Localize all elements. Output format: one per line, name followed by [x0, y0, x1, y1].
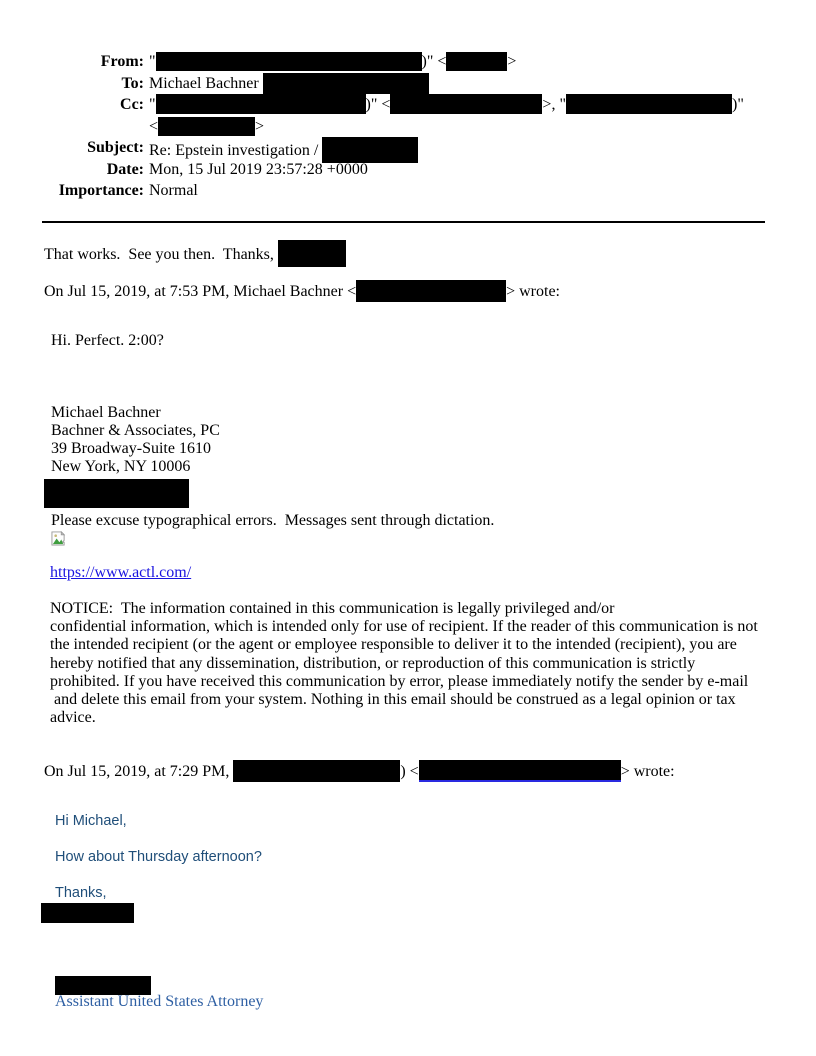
importance-label: Importance: [58, 182, 144, 199]
legal-notice-line: prohibited. If you have received this communication by error, please immediately notify the sender by e-mail [50, 672, 749, 690]
cc-label: Cc: [120, 96, 144, 113]
date-label: Date: [106, 160, 144, 178]
redaction-quote2-name [233, 760, 400, 782]
legal-notice [50, 600, 758, 727]
cc-mid-text-2: >, " [542, 96, 566, 113]
quote2-post-text: > wrote: [620, 763, 675, 780]
footer-role-title: Assistant United States Attorney [55, 993, 264, 1010]
redaction-quote2-email [419, 760, 621, 782]
quote1-post-text: > wrote: [506, 283, 560, 300]
from-value [149, 51, 516, 73]
quote1-pre-text: On Jul 15, 2019, at 7:53 PM, Michael Bachner < [44, 283, 357, 300]
redaction-quote1-email [356, 280, 506, 302]
redaction-from-email [446, 52, 507, 71]
legal-notice-line: confidential information, which is intended only for use of recipient. If the reader of this communication is not [50, 618, 758, 636]
quote2-mid-text: ) < [400, 763, 419, 780]
reply-paragraph-text: That works. See you then. Thanks, [44, 246, 278, 263]
email-header [40, 51, 786, 202]
broken-image-icon [51, 531, 66, 546]
cc-line2-close-bracket: > [255, 117, 265, 135]
header-row-cc [40, 94, 786, 137]
date-value [149, 159, 368, 181]
redaction-cc-name-2 [566, 94, 732, 114]
subject-label: Subject: [87, 139, 144, 156]
header-row-importance [40, 180, 786, 202]
reply-question: How about Thursday afternoon? [55, 849, 262, 865]
from-open-quote: " [149, 53, 156, 70]
cc-mid-text-1: )" < [365, 96, 391, 113]
quote-attribution-1 [44, 280, 560, 303]
cc-close-quote: )" [731, 96, 744, 113]
header-separator-line [42, 221, 765, 223]
signature-address-line1: 39 Broadway-Suite 1610 [51, 440, 211, 457]
signature-name: Michael Bachner [51, 404, 161, 421]
importance-value [149, 180, 198, 202]
redaction-cc-name-1 [156, 94, 366, 114]
to-name-text: Michael Bachner [149, 74, 263, 92]
header-row-subject [40, 137, 786, 159]
header-row-to [40, 73, 786, 95]
legal-notice-line: and delete this email from your system. Nothing in this email should be construed as a legal opinion or tax [50, 691, 736, 709]
reply-greeting: Hi Michael, [55, 813, 127, 829]
redaction-signature-contact [44, 479, 189, 508]
header-row-from [40, 51, 786, 73]
dictation-note-text: Please excuse typographical errors. Messages sent through dictation. [51, 512, 495, 529]
legal-notice-line: hereby notified that any dissemination, distribution, or reproduction of this communication is strictly [50, 654, 696, 672]
reply-paragraph [44, 240, 346, 268]
legal-notice-line: the intended recipient (or the agent or employee responsible to deliver it to the intended (recipient), you are [50, 636, 737, 654]
quote-attribution-2 [44, 760, 675, 783]
redaction-signoff-name [278, 240, 346, 267]
legal-notice-line: advice. [50, 709, 96, 727]
redaction-cc-email-2 [158, 117, 255, 136]
quote2-pre-text: On Jul 15, 2019, at 7:29 PM, [44, 763, 234, 780]
importance-text: Normal [149, 182, 198, 199]
redaction-to-email [263, 73, 429, 94]
from-close-bracket: > [507, 53, 517, 70]
to-label: To: [121, 74, 144, 92]
cc-value [149, 94, 744, 137]
cc-open-quote: " [149, 96, 156, 113]
website-link[interactable]: https://www.actl.com/ [50, 564, 192, 581]
signature-firm: Bachner & Associates, PC [51, 422, 220, 439]
redaction-from-name [156, 52, 422, 71]
redaction-reply-sender-name [41, 903, 134, 923]
quoted-message-1 [51, 332, 164, 350]
to-value [149, 73, 429, 95]
subject-value [149, 137, 418, 159]
redaction-cc-email-1 [390, 94, 542, 114]
cc-line-1 [149, 94, 744, 116]
cc-line2-open-bracket: < [149, 117, 159, 135]
subject-text: Re: Epstein investigation / [149, 142, 323, 159]
from-mid-text: )" < [421, 53, 447, 70]
cc-line-2 [149, 116, 744, 138]
date-text: Mon, 15 Jul 2019 23:57:28 +0000 [149, 160, 368, 178]
legal-notice-line: NOTICE: The information contained in this communication is legally privileged and/or [50, 600, 615, 617]
signature-block [51, 404, 220, 476]
website-link-line [50, 564, 191, 582]
reply-signoff: Thanks, [55, 885, 107, 901]
signature-address-line2: New York, NY 10006 [51, 458, 191, 475]
quoted-message-1-text: Hi. Perfect. 2:00? [51, 332, 164, 349]
from-label: From: [100, 53, 144, 70]
dictation-note [51, 512, 494, 530]
